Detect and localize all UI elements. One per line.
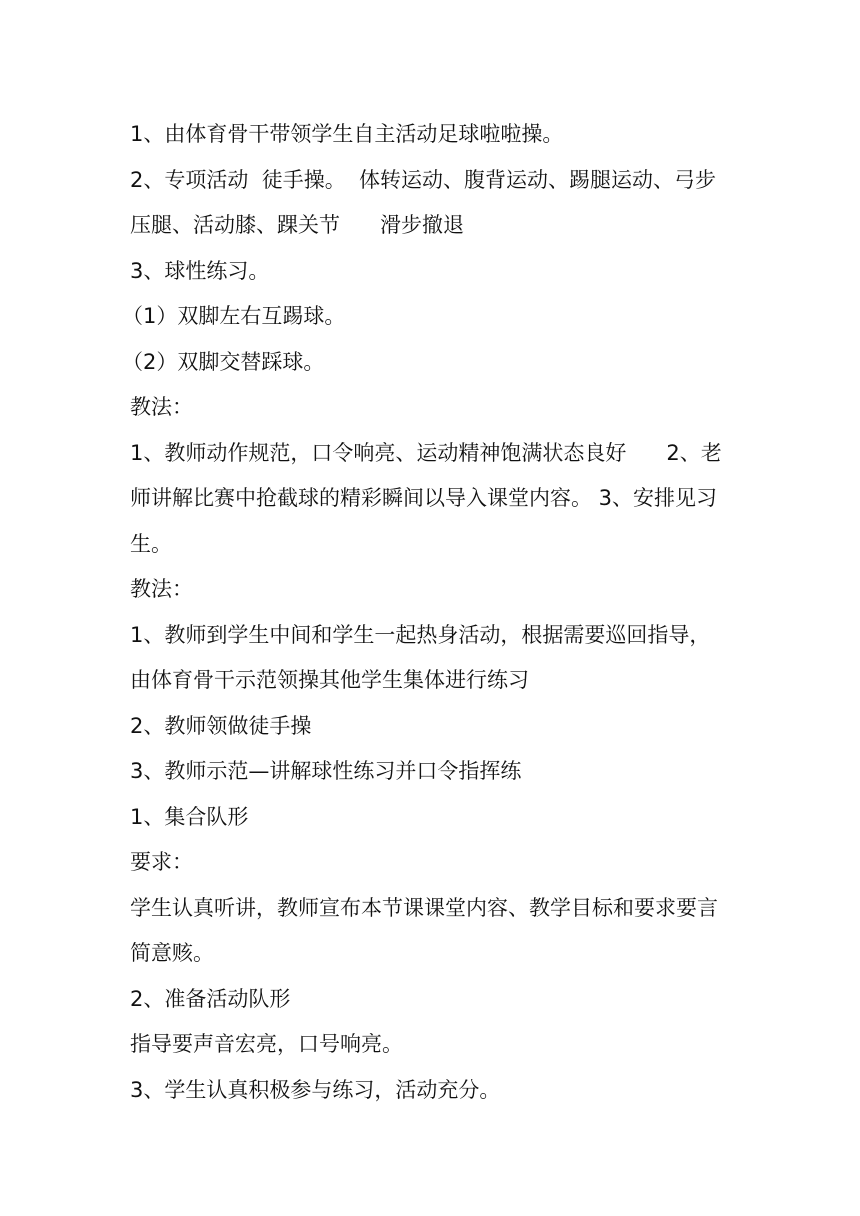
text-line-1: 1、由体育骨干带领学生自主活动足球啦啦操。: [130, 122, 564, 146]
text-line-4: 3、球性练习。: [130, 258, 270, 283]
text-line-11: 教法：: [130, 577, 193, 601]
text-line-6: （2）双脚交替踩球。: [122, 349, 325, 374]
text-line-9: 师讲解比赛中抢截球的精彩瞬间以导入课堂内容。 3、安排见习: [130, 486, 718, 510]
text-line-2: 2、专项活动 徒手操。 体转运动、腹背运动、踢腿运动、弓步: [130, 167, 717, 192]
text-line-13: 由体育骨干示范领操其他学生集体进行练习: [130, 668, 529, 692]
text-line-5: （1）双脚左右互踢球。: [122, 304, 346, 328]
text-line-8: 1、教师动作规范，口令响亮、运动精神饱满状态良好 2、老: [130, 440, 722, 465]
text-line-10: 生。: [130, 531, 172, 556]
text-line-3: 压腿、活动膝、踝关节 滑步撤退: [130, 213, 465, 237]
text-line-19: 简意赅。: [130, 941, 214, 965]
text-line-15: 3、教师示范—讲解球性练习并口令指挥练: [130, 759, 522, 783]
text-line-12: 1、教师到学生中间和学生一起热身活动，根据需要巡回指导，: [130, 622, 711, 647]
text-line-7: 教法：: [130, 395, 193, 419]
text-line-20: 2、准备活动队形: [130, 986, 291, 1011]
text-line-18: 学生认真听讲，教师宣布本节课课堂内容、教学目标和要求要言: [130, 895, 718, 920]
text-line-22: 3、学生认真积极参与练习，活动充分。: [130, 1077, 501, 1102]
text-line-14: 2、教师领做徒手操: [130, 713, 312, 738]
text-line-16: 1、集合队形: [130, 804, 249, 829]
text-line-21: 指导要声音宏亮，口号响亮。: [130, 1032, 403, 1056]
text-line-17: 要求：: [130, 850, 193, 874]
